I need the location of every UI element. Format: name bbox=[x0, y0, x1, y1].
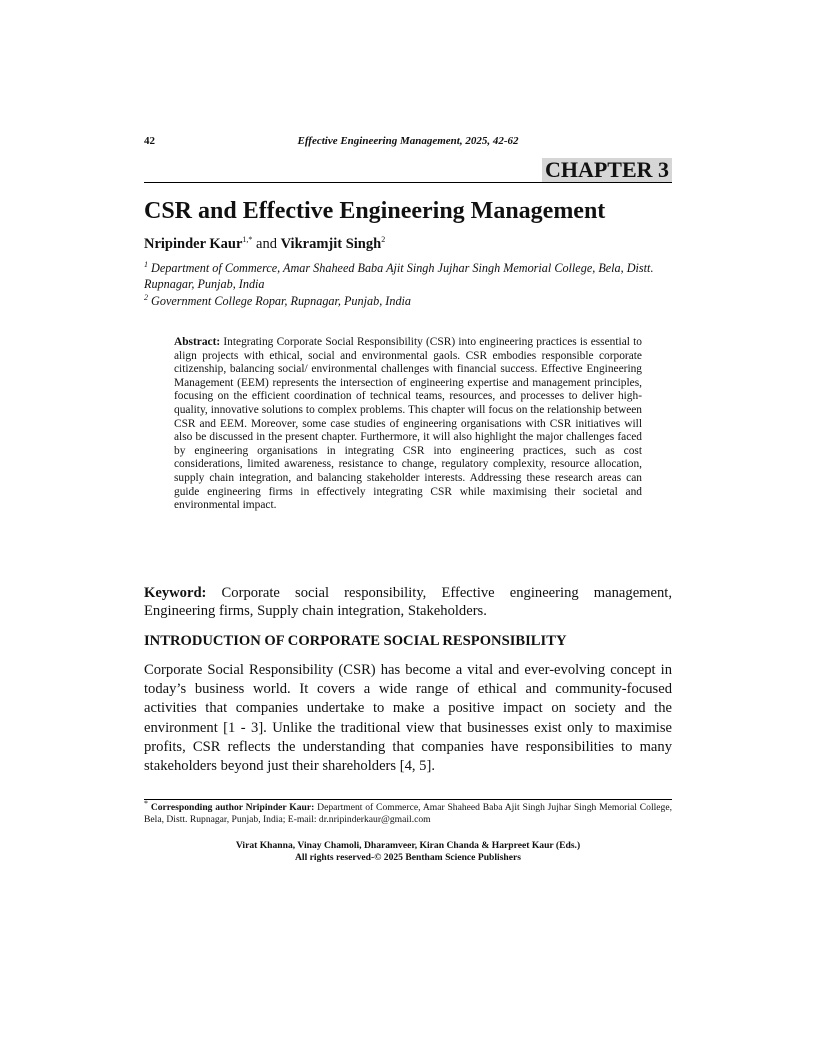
author-2-name: Vikramjit Singh bbox=[280, 236, 382, 252]
affiliation-1-marker: 1 bbox=[144, 259, 148, 269]
author-2-marker: 2 bbox=[381, 235, 386, 245]
affiliation-2-text: Government College Ropar, Rupnagar, Punjab, India bbox=[151, 294, 412, 308]
running-head bbox=[144, 135, 672, 149]
footnote-label: Corresponding author Nripinder Kaur: bbox=[150, 802, 315, 813]
author-1-marker: 1,* bbox=[242, 235, 253, 245]
journal-details: , 2025, 42-62 bbox=[459, 135, 519, 147]
imprint-editors: Virat Khanna, Vinay Chamoli, Dharamveer, Kiran Chanda & Harpreet Kaur (Eds.) bbox=[235, 840, 581, 851]
keywords-label: Keyword: bbox=[144, 585, 207, 601]
page-number: 42 bbox=[144, 135, 155, 147]
affiliation-2-marker: 2 bbox=[144, 292, 148, 302]
abstract-label: Abstract: bbox=[174, 336, 221, 348]
keywords bbox=[144, 584, 672, 620]
section-heading: INTRODUCTION OF CORPORATE SOCIAL RESPONSIBILITY bbox=[144, 633, 567, 649]
abstract bbox=[174, 336, 642, 513]
author-conjunction: and bbox=[256, 236, 277, 252]
intro-paragraph: Corporate Social Responsibility (CSR) has become a vital and ever-evolving concept in today’s business world. It covers a wide range of ethical and community-focused activities that companies undertake to make a positive impact on society and the environment [1 - 3]. Unlike the traditional view that businesses exist only to maximise profits, CSR reflects the understanding that companies have responsibilities to many stakeholders beyond just their shareholders [4, 5]. bbox=[144, 662, 672, 775]
journal-citation bbox=[144, 135, 672, 147]
affiliation-1-text: Department of Commerce, Amar Shaheed Baba Ajit Singh Jujhar Singh Memorial College, Bela, Distt. Rupnagar, Punjab, India bbox=[144, 261, 654, 291]
imprint-rights: All rights reserved-© 2025 Bentham Science Publishers bbox=[294, 852, 522, 863]
footnote-text: Department of Commerce, Amar Shaheed Baba Ajit Singh Jujhar Singh Memorial College, Bela, Distt. Rupnagar, Punjab, India; E-mail: dr.nripinderkaur@gmail.com bbox=[144, 802, 672, 825]
journal-title: Effective Engineering Management bbox=[297, 135, 460, 147]
chapter-label: CHAPTER 3 bbox=[542, 158, 672, 182]
footnote-marker: * bbox=[144, 798, 148, 808]
chapter-divider bbox=[144, 182, 672, 183]
keywords-text: Corporate social responsibility, Effective engineering management, Engineering firms, Supply chain integration, Stakeholders. bbox=[144, 585, 672, 619]
footnote bbox=[144, 798, 672, 826]
author-list bbox=[144, 235, 672, 253]
chapter-title: CSR and Effective Engineering Management bbox=[144, 198, 606, 224]
affiliation-2 bbox=[144, 293, 672, 309]
footnote-divider bbox=[144, 799, 672, 800]
abstract-text: Integrating Corporate Social Responsibility (CSR) into engineering practices is essential to align projects with ethical, social and environmental gaols. CSR embodies responsible corporate citizenship, balancing social/ environmental challenges with financial success. Effective Engineering Management (EEM) represents the intersection of engineering expertise and management principles, focusing on the efficient coordination of technical teams, resources, and processes to deliver high-quality, innovative solutions to complex problems. This chapter will focus on the relationship between CSR and EEM. Moreover, some case studies of engineering organisations with CSR initiatives will also be discussed in the present chapter. Furthermore, it will also highlight the major challenges faced by engineering organisations in integrating CSR into engineering practices, such as cost considerations, limited awareness, resistance to change, regulatory complexity, resource allocation, supply chain integration, and balancing stakeholder interests. Addressing these research areas can guide engineering firms in effectively integrating CSR while maximising their societal and environmental impact. bbox=[174, 336, 642, 512]
imprint bbox=[144, 840, 672, 864]
author-1-name: Nripinder Kaur bbox=[144, 236, 243, 252]
affiliation-1 bbox=[144, 260, 672, 292]
